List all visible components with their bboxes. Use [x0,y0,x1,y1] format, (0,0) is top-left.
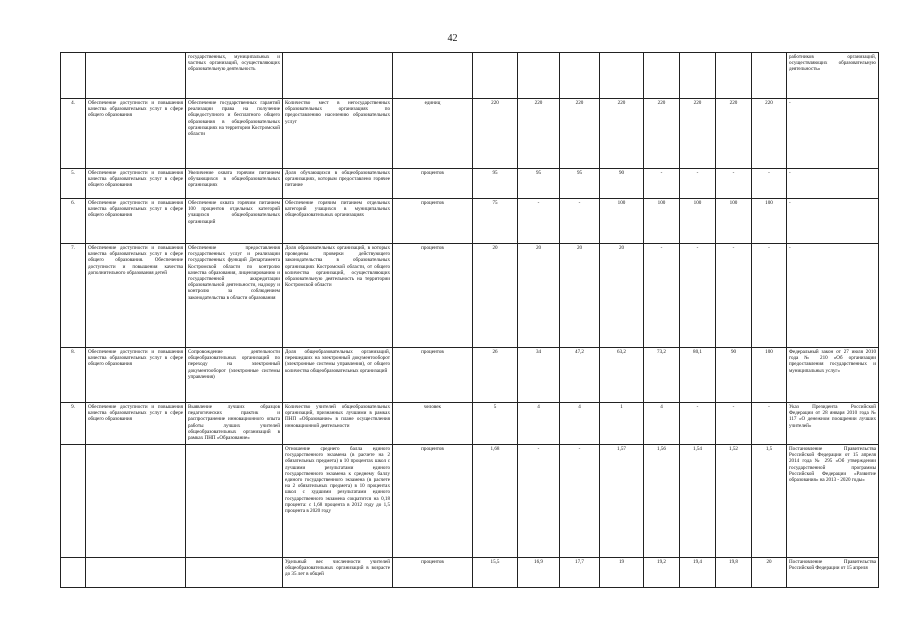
row-number-cell: 9. [61,403,86,445]
measure-cell: Обеспечение государственных гарантий реализации права на получение общедоступного и бесплатного общего образования в общеобразовательных организациях на территории Костромской области [186,99,283,169]
unit-cell: процентов [393,445,473,558]
unit-cell [393,53,473,99]
value-cell-year-8 [752,53,787,99]
value-cell-year-6: 19,4 [680,558,716,588]
row-number-cell [61,558,86,588]
value-cell-year-2: - [518,199,560,244]
value-cell-year-8: 20 [752,558,787,588]
table-row [61,403,879,445]
value-cell-year-4: 20 [600,244,644,348]
objective-cell: Обеспечение доступности и повышения качества образовательных услуг в сфере общего образования [86,99,186,169]
value-cell-year-4: 100 [600,199,644,244]
value-cell-year-3: 47,2 [560,348,600,403]
legal-basis-cell: Федеральный закон от 27 июля 2010 года № 210 «Об организации предоставления государственных и муниципальных услуг» [787,348,879,403]
value-cell-year-5: 73,2 [644,348,680,403]
indicator-cell [283,53,393,99]
objective-cell [86,558,186,588]
value-cell-year-5: 19,2 [644,558,680,588]
value-cell-year-3: - [560,445,600,558]
table-row [61,99,879,169]
value-cell-year-2: 20 [518,244,560,348]
value-cell-year-5: 1,56 [644,445,680,558]
indicator-cell: Обеспечение горячим питанием отдельных категорий учащихся в муниципальных общеобразовательных организациях [283,199,393,244]
indicator-cell: Доля образовательных организаций, в которых проведены проверки действующего законодательства в образовательных организациях Костромской области, от общего количества организаций, осуществляющих образовательную деятельность на территории Костромской области [283,244,393,348]
value-cell-year-5: 100 [644,199,680,244]
value-cell-year-2: 95 [518,169,560,199]
value-cell-year-8: - [752,403,787,445]
measure-cell: Сопровождение деятельности общеобразовательных организаций по переходу на электронный документооборот (электронные системы управления) [186,348,283,403]
row-number-cell: 4. [61,99,86,169]
value-cell-year-1 [473,53,518,99]
program-indicators-table [60,52,879,588]
value-cell-year-6: 80,1 [680,348,716,403]
row-number-cell [61,53,86,99]
objective-cell: Обеспечение доступности и повышения качества образовательных услуг в сфере общего образования [86,403,186,445]
value-cell-year-4: 19 [600,558,644,588]
indicator-cell: Отношение среднего балла единого государственного экзамена (в расчете на 2 обязательных предмета) в 10 процентах школ с лучшими результатами единого государственного экзамена к среднему баллу единого государственного экзамена (в расчете на 2 обязательных предмета) в 10 процентах школ с худшими результатами единого государственного экзамена сократится на 0,18 процента: с 1,68 процента в 2012 году до 1,5 процента в 2020 году [283,445,393,558]
value-cell-year-5: - [644,169,680,199]
value-cell-year-7: 19,8 [716,558,752,588]
value-cell-year-3: - [560,199,600,244]
value-cell-year-5: - [644,244,680,348]
table-row [61,558,879,588]
value-cell-year-5: 4 [644,403,680,445]
objective-cell: Обеспечение доступности и повышения качества образовательных услуг в сфере общего образования [86,199,186,244]
unit-cell: единиц [393,99,473,169]
value-cell-year-7: 1,52 [716,445,752,558]
legal-basis-cell: - [787,169,879,199]
unit-cell: человек [393,403,473,445]
value-cell-year-7: - [716,244,752,348]
row-number-cell: 5. [61,169,86,199]
table-row [61,53,879,99]
measure-cell [186,445,283,558]
value-cell-year-2: 4 [518,403,560,445]
value-cell-year-8: 1,5 [752,445,787,558]
value-cell-year-4: 1 [600,403,644,445]
value-cell-year-8: - [752,244,787,348]
value-cell-year-4: 90 [600,169,644,199]
page-number: 42 [447,33,458,44]
value-cell-year-6: - [680,169,716,199]
value-cell-year-2: 220 [518,99,560,169]
table-row [61,445,879,558]
measure-cell: государственных, муниципальных и частных организаций, осуществляющих образовательную деятельность [186,53,283,99]
indicator-cell: Доля обучающихся в общеобразовательных организациях, которым предоставлено горячее питание [283,169,393,199]
unit-cell: процентов [393,348,473,403]
unit-cell: процентов [393,244,473,348]
objective-cell [86,53,186,99]
value-cell-year-3: 20 [560,244,600,348]
value-cell-year-8: 100 [752,348,787,403]
value-cell-year-7: 100 [716,199,752,244]
value-cell-year-7: 220 [716,99,752,169]
value-cell-year-3 [560,53,600,99]
value-cell-year-4: 220 [600,99,644,169]
value-cell-year-2: - [518,445,560,558]
value-cell-year-1: 5 [473,403,518,445]
value-cell-year-8: 220 [752,99,787,169]
objective-cell: Обеспечение доступности и повышения качества образовательных услуг в сфере общего образования [86,169,186,199]
legal-basis-cell: Постановление Правительства Российской Федерации от 15 апреля 2014 года № 295 «Об утверждении государственной программы Российской Федерации «Развитие образования» на 2013 - 2020 годы» [787,445,879,558]
value-cell-year-3: 4 [560,403,600,445]
table-row [61,244,879,348]
indicator-cell: Количество мест в негосударственных образовательных организациях по предоставлению населению образовательных услуг [283,99,393,169]
objective-cell: Обеспечение доступности и повышения качества образовательных услуг в сфере общего образования. Обеспечение доступности и повышения качества дополнительного образования детей [86,244,186,348]
table-row [61,199,879,244]
legal-basis-cell: - [787,244,879,348]
indicator-cell: Количество учителей общеобразовательных организаций, признанных лучшими в рамках ПНП «Образование» в плане осуществления инновационной деятельности [283,403,393,445]
value-cell-year-4: 1,57 [600,445,644,558]
table-row [61,348,879,403]
value-cell-year-4: 63,2 [600,348,644,403]
row-number-cell: 8. [61,348,86,403]
unit-cell: процентов [393,169,473,199]
value-cell-year-1: 220 [473,99,518,169]
legal-basis-cell: - [787,199,879,244]
value-cell-year-1: 26 [473,348,518,403]
measure-cell: Выявление лучших образцов педагогических практик и распространение инновационного опыта работы лучших учителей общеобразовательных организаций в рамках ПНП «Образование» [186,403,283,445]
value-cell-year-1: 20 [473,244,518,348]
measure-cell: Увеличение охвата горячим питанием обучающихся в общеобразовательных организациях [186,169,283,199]
value-cell-year-1: 15,5 [473,558,518,588]
value-cell-year-7: - [716,169,752,199]
legal-basis-cell: работников организаций, осуществляющих образовательную деятельность» [787,53,879,99]
unit-cell: процентов [393,558,473,588]
value-cell-year-7: 90 [716,348,752,403]
value-cell-year-2: 16,9 [518,558,560,588]
value-cell-year-2: 34 [518,348,560,403]
value-cell-year-6: 100 [680,199,716,244]
value-cell-year-1: 95 [473,169,518,199]
value-cell-year-3: 220 [560,99,600,169]
value-cell-year-7 [716,53,752,99]
value-cell-year-2 [518,53,560,99]
row-number-cell: 7. [61,244,86,348]
unit-cell: процентов [393,199,473,244]
value-cell-year-8: 100 [752,199,787,244]
objective-cell [86,445,186,558]
measure-cell: Обеспечение охвата горячим питанием 100 процентов отдельных категорий учащихся общеобразовательных организаций [186,199,283,244]
objective-cell: Обеспечение доступности и повышения качества образовательных услуг в сфере общего образования [86,348,186,403]
value-cell-year-1: 75 [473,199,518,244]
value-cell-year-3: 17,7 [560,558,600,588]
measure-cell [186,558,283,588]
value-cell-year-4 [600,53,644,99]
value-cell-year-8: - [752,169,787,199]
indicator-cell: Удельный вес численности учителей общеобразовательных организаций в возрасте до 35 лет в общей [283,558,393,588]
legal-basis-cell: Постановление Правительства Российской Федерации от 15 апреля [787,558,879,588]
value-cell-year-7: - [716,403,752,445]
value-cell-year-5 [644,53,680,99]
value-cell-year-6 [680,53,716,99]
measure-cell: Обеспечение предоставления государственных услуг и реализации государственных функций Департамента Костромской области по контролю качества образования, лицензированию и государственной аккредитации образовательной деятельности, надзору и контролю за соблюдением законодательства в области образования [186,244,283,348]
indicator-cell: Доля общеобразовательных организаций, перешедших на электронный документооборот (электронные системы управления), от общего количества общеобразовательных организаций [283,348,393,403]
value-cell-year-6: - [680,403,716,445]
legal-basis-cell: Указ Президента Российской Федерации от 28 января 2010 года № 117 «О денежном поощрении лучших учителей» [787,403,879,445]
table-row [61,169,879,199]
value-cell-year-5: 220 [644,99,680,169]
value-cell-year-6: 220 [680,99,716,169]
legal-basis-cell: - [787,99,879,169]
value-cell-year-1: 1,68 [473,445,518,558]
row-number-cell [61,445,86,558]
row-number-cell: 6. [61,199,86,244]
value-cell-year-3: 95 [560,169,600,199]
value-cell-year-6: 1,54 [680,445,716,558]
value-cell-year-6: - [680,244,716,348]
